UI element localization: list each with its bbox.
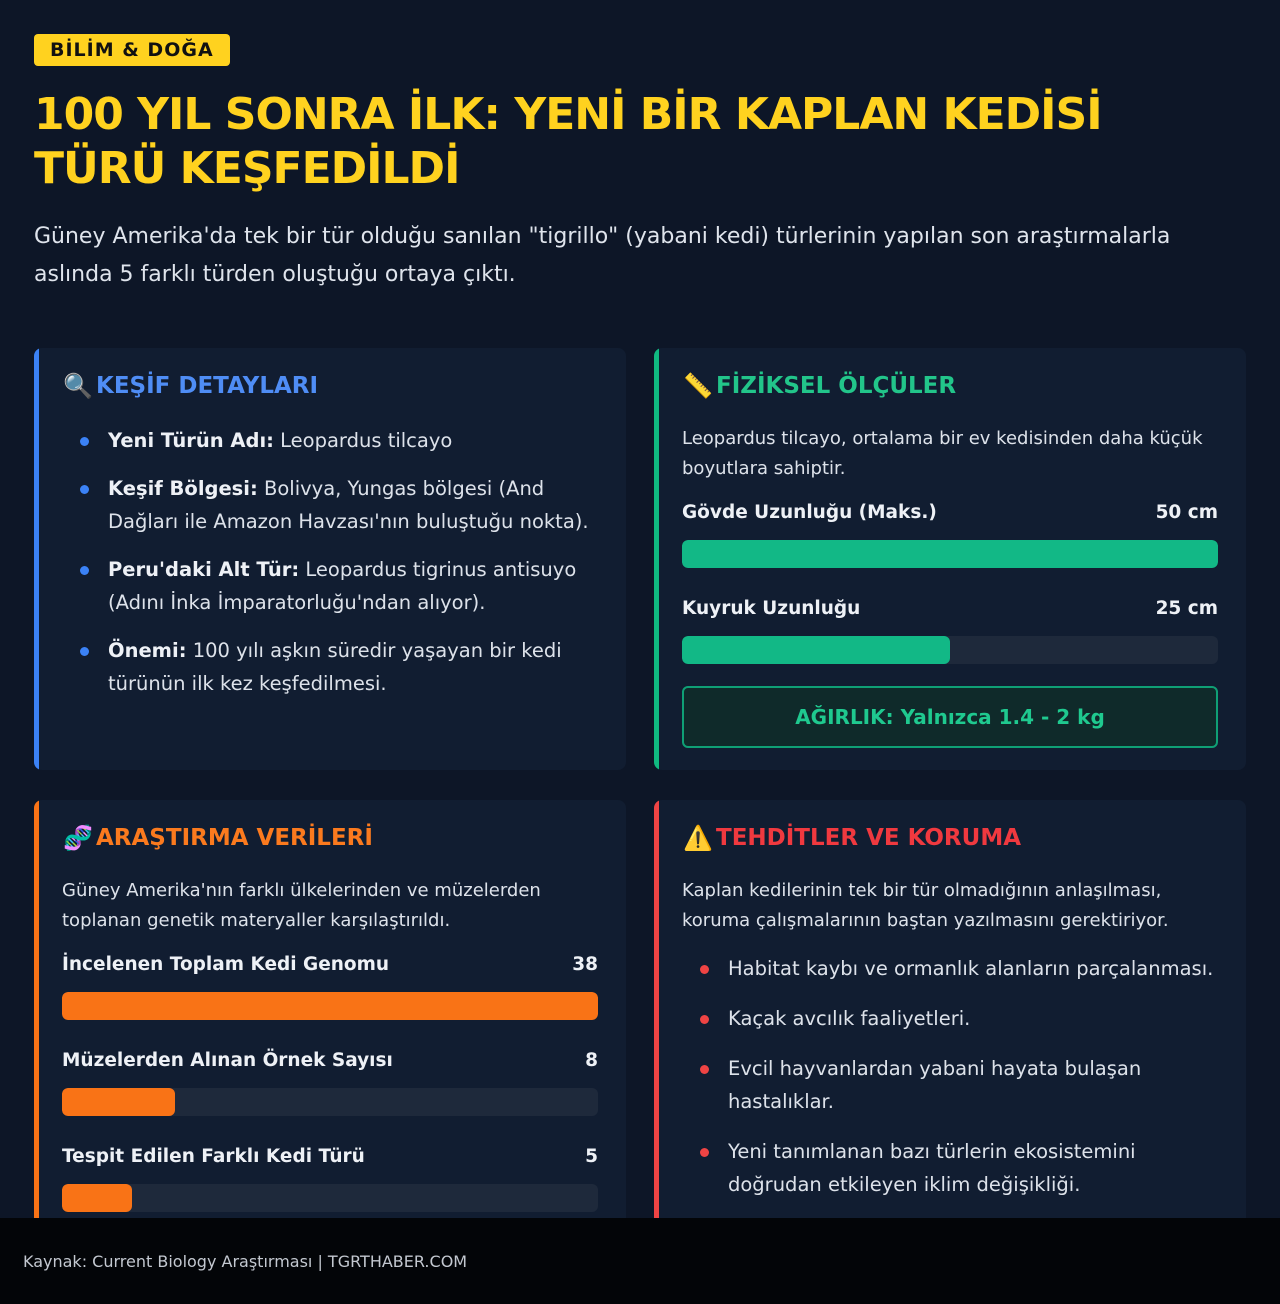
lead-paragraph: Güney Amerika'da tek bir tür olduğu sanılan "tigrillo" (yabani kedi) türlerinin yapılan son araştırmalarla aslında 5 farklı türden oluştuğu ortaya çıktı.: [34, 224, 1171, 287]
list-item: [62, 424, 598, 457]
list-item: [62, 634, 598, 700]
metric-value: 5: [585, 1146, 598, 1167]
metric-value: 8: [585, 1050, 598, 1071]
item-text: 100 yılı aşkın süredir yaşayan bir kedi türünün ilk kez keşfedilmesi.: [108, 639, 562, 695]
research-description: Güney Amerika'nın farklı ülkelerinden ve müzelerden toplanan genetik materyaller karşılaştırıldı.: [62, 880, 541, 931]
progress-fill: [682, 540, 1218, 568]
item-label: Keşif Bölgesi:: [108, 477, 258, 500]
progress-track: [62, 1184, 598, 1212]
progress-track: [62, 992, 598, 1020]
weight-box: AĞIRLIK: Yalnızca 1.4 - 2 kg: [682, 686, 1218, 748]
research-title-text: ARAŞTIRMA VERİLERİ: [96, 825, 373, 851]
discovery-list: [62, 424, 598, 700]
threats-description: Kaplan kedilerinin tek bir tür olmadığının anlaşılması, koruma çalışmalarının baştan yazılmasını gerektiriyor.: [682, 880, 1169, 931]
item-label: Önemi:: [108, 639, 187, 662]
list-item: [62, 472, 598, 538]
research-title: [62, 824, 598, 852]
discovery-title-text: KEŞİF DETAYLARI: [96, 373, 319, 399]
progress-fill: [62, 1088, 175, 1116]
metric-tail-length: [682, 598, 1218, 664]
warning-icon: ⚠️: [683, 824, 713, 852]
progress-fill: [62, 1184, 132, 1212]
item-label: Peru'daki Alt Tür:: [108, 558, 300, 581]
discovery-title: [62, 372, 598, 400]
metric-body-length: [682, 502, 1218, 568]
headline: 100 YIL SONRA İLK: YENİ BİR KAPLAN KEDİSİ TÜRÜ KEŞFEDİLDİ: [34, 89, 1102, 194]
threats-title-text: TEHDİTLER VE KORUMA: [716, 825, 1022, 851]
item-text: Leopardus tigrinus antisuyo (Adını İnka İmparatorluğu'ndan alıyor).: [108, 558, 577, 614]
metric-museum-samples: [62, 1050, 598, 1116]
source-text: Kaynak: Current Biology Araştırması | TGRTHABER.COM: [23, 1251, 468, 1271]
metric-label: Müzelerden Alınan Örnek Sayısı: [62, 1050, 393, 1071]
dna-icon: 🧬: [63, 824, 93, 852]
metric-label: Kuyruk Uzunluğu: [682, 598, 861, 619]
metric-value: 25 cm: [1155, 598, 1218, 619]
progress-track: [682, 540, 1218, 568]
item-label: Yeni Türün Adı:: [108, 429, 274, 452]
progress-fill: [62, 992, 598, 1020]
metric-label: İncelenen Toplam Kedi Genomu: [62, 954, 390, 975]
list-item: Yeni tanımlanan bazı türlerin ekosistemini doğrudan etkileyen iklim değişikliği.: [682, 1135, 1218, 1201]
list-item: Kaçak avcılık faaliyetleri.: [682, 1002, 1218, 1035]
metric-genomes: [62, 954, 598, 1020]
discovery-card: [34, 348, 626, 770]
threats-title: [682, 824, 1218, 852]
threats-card: [654, 800, 1246, 1230]
list-item: Evcil hayvanlardan yabani hayata bulaşan hastalıklar.: [682, 1052, 1218, 1118]
ruler-icon: 📏: [683, 372, 713, 400]
category-badge: BİLİM & DOĞA: [34, 34, 230, 66]
physical-title: [682, 372, 1218, 400]
metric-label: Gövde Uzunluğu (Maks.): [682, 502, 937, 523]
item-text: Leopardus tilcayo: [273, 429, 453, 452]
progress-track: [62, 1088, 598, 1116]
metric-label: Tespit Edilen Farklı Kedi Türü: [62, 1146, 365, 1167]
list-item: [62, 553, 598, 619]
metric-value: 38: [572, 954, 598, 975]
metric-species: [62, 1146, 598, 1212]
physical-title-text: FİZİKSEL ÖLÇÜLER: [716, 373, 957, 399]
physical-card: [654, 348, 1246, 770]
magnifier-icon: 🔍: [63, 372, 93, 400]
threats-list: [682, 952, 1218, 1201]
item-text: Bolivya, Yungas bölgesi (And Dağları ile Amazon Havzası'nın buluştuğu nokta).: [108, 477, 589, 533]
research-card: [34, 800, 626, 1230]
progress-track: [682, 636, 1218, 664]
physical-description: Leopardus tilcayo, ortalama bir ev kedisinden daha küçük boyutlara sahiptir.: [682, 428, 1203, 479]
progress-fill: [682, 636, 950, 664]
list-item: Habitat kaybı ve ormanlık alanların parçalanması.: [682, 952, 1218, 985]
source-footer: [0, 1218, 1280, 1304]
metric-value: 50 cm: [1155, 502, 1218, 523]
